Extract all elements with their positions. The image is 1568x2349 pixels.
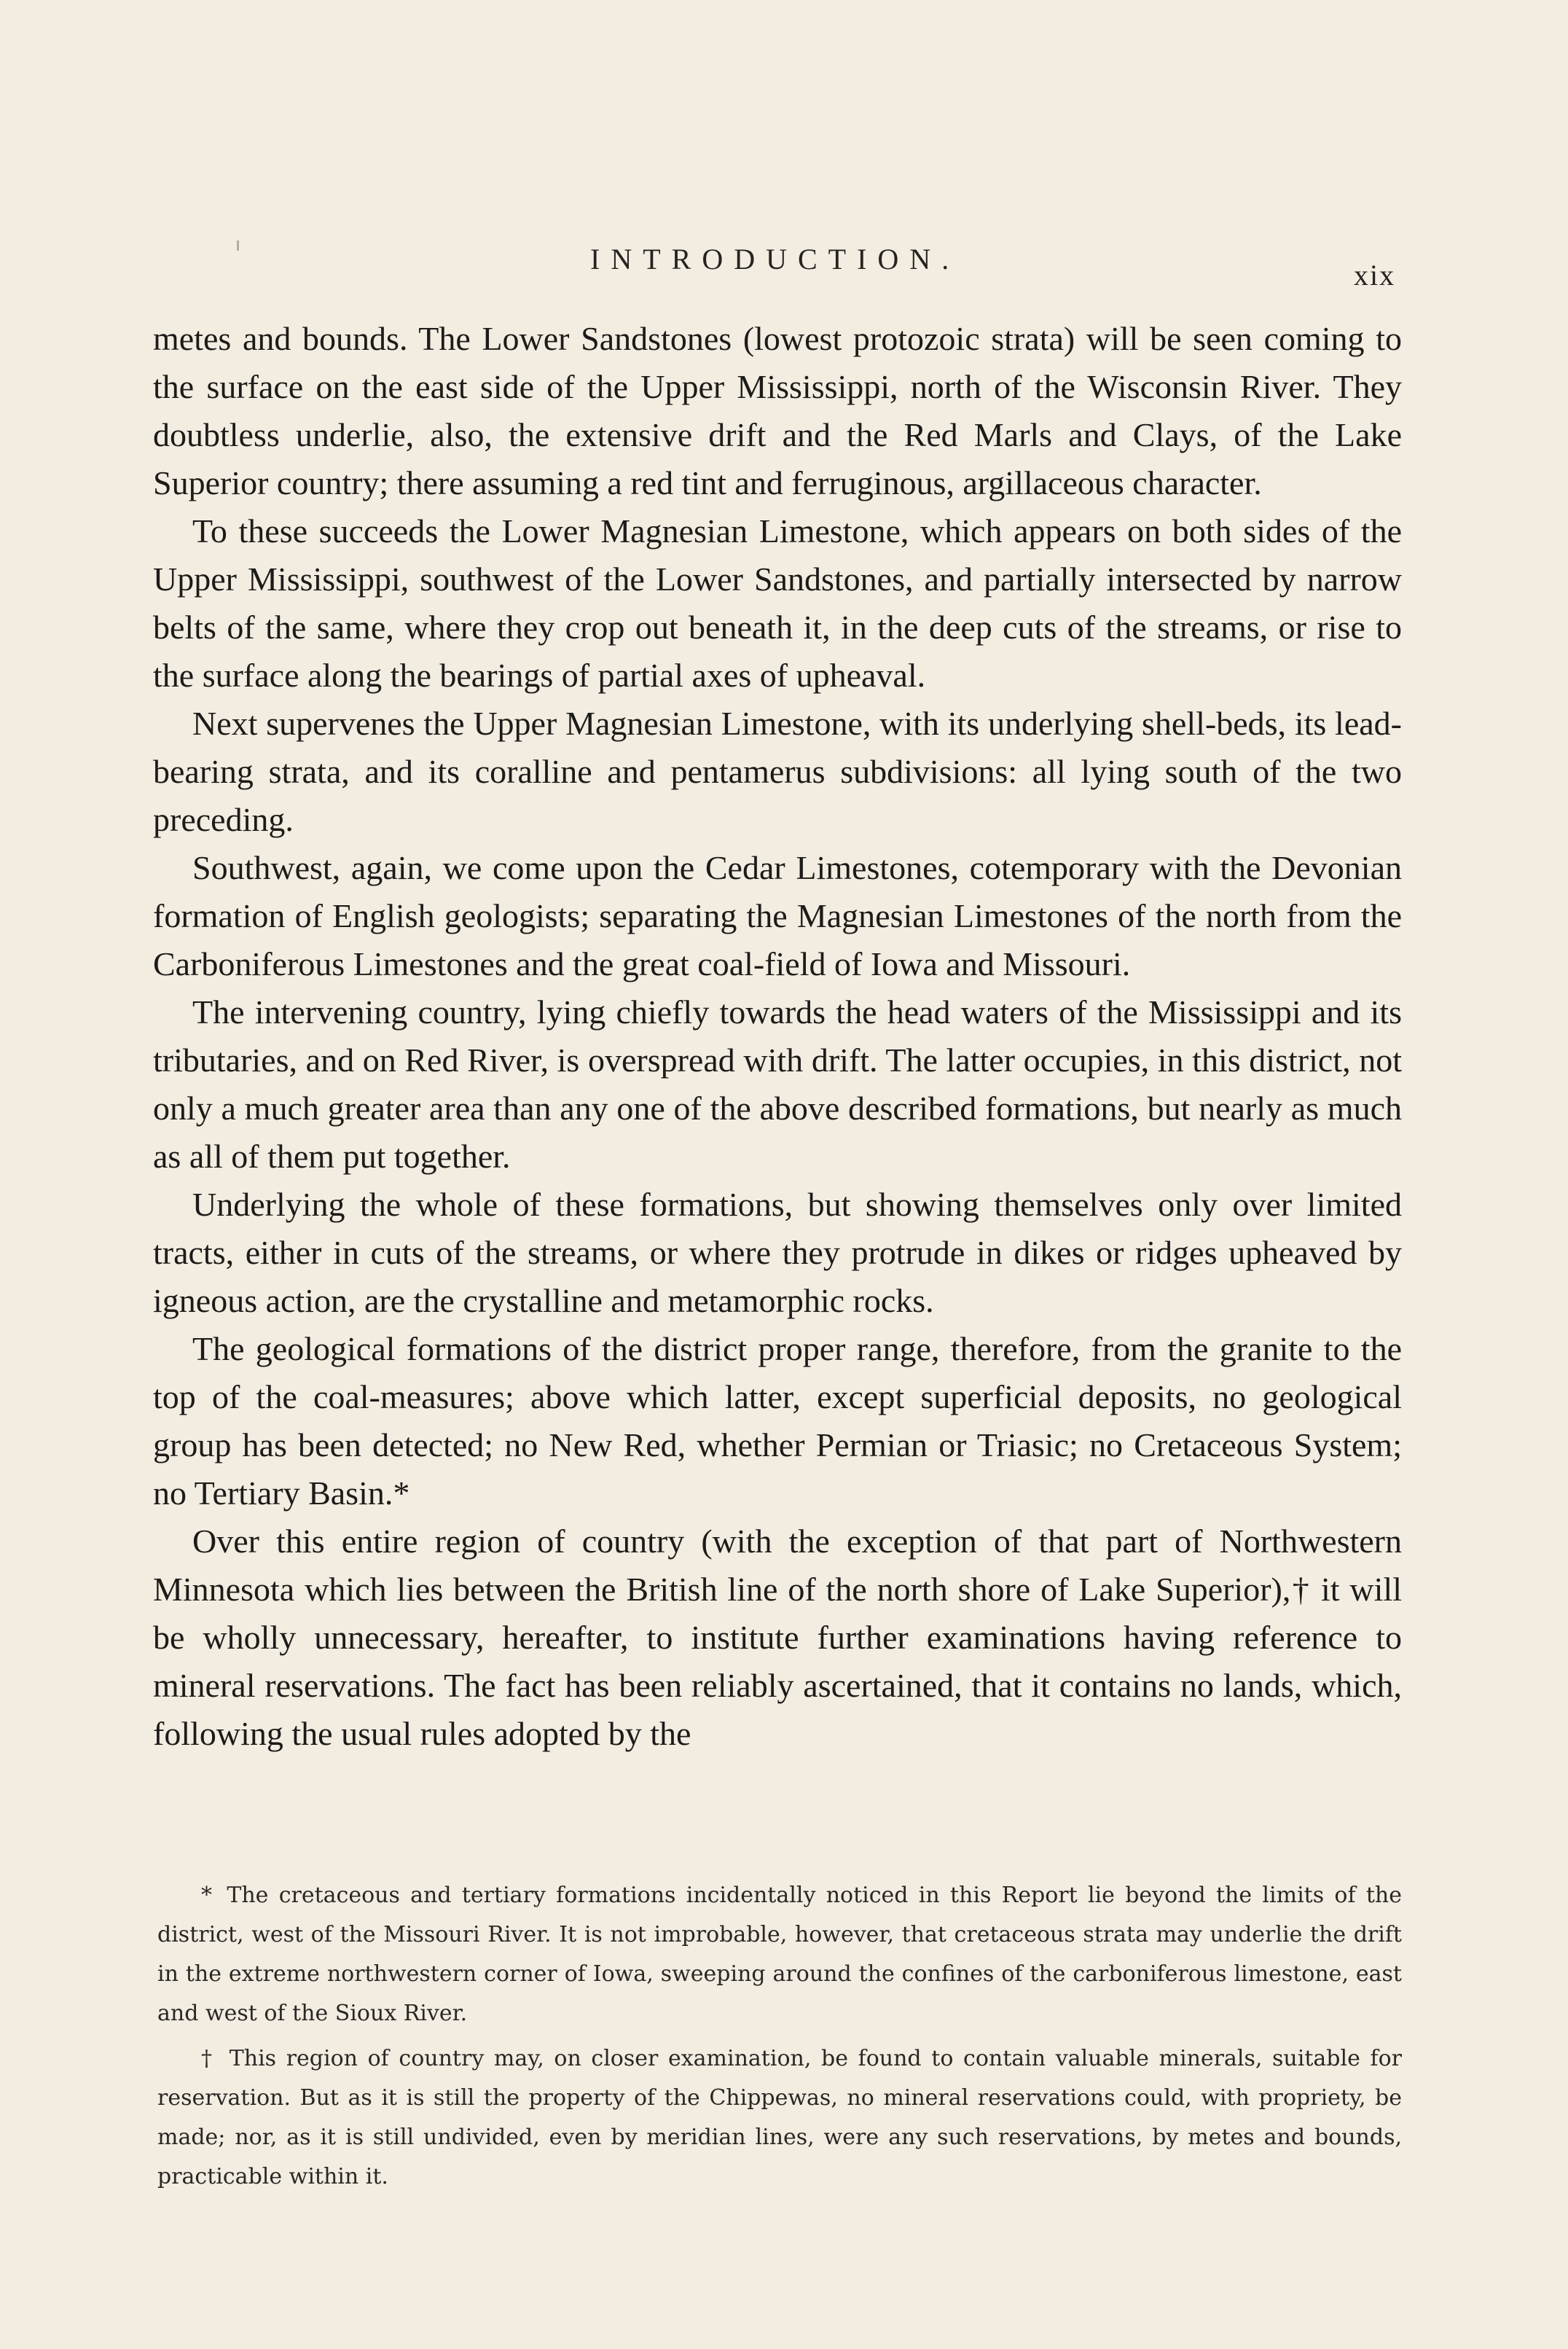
- paragraph: Underlying the whole of these formations, but showing themselves only over limited tracts, either in cuts of the streams, or where they protrude in dikes or ridges upheaved by igneous action, are the crystalline and metamorphic rocks.: [153, 1186, 1402, 1319]
- paragraph: The geological formations of the district proper range, therefore, from the granite to the top of the coal-measures; above which latter, except superficial deposits, no geological group has been detected; no New Red, whether Permian or Triasic; no Cretaceous System; no Tertiary Basin.*: [153, 1330, 1402, 1512]
- footnote-text: The cretaceous and tertiary formations incidentally noticed in this Report lie beyond the limits of the district, west of the Missouri River. It is not improbable, however, that cretaceous strata may underlie the drift in the extreme northwestern corner of Iowa, sweeping around the confines of the carboniferous limestone, east and west of the Sioux River.: [157, 1883, 1403, 2026]
- footnote-marker: †: [201, 2046, 216, 2071]
- paragraph: Southwest, again, we come upon the Cedar Limestones, cotemporary with the Devonian formation of English geologists; separating the Magnesian Limestones of the north from the Carboniferous Limestones and the great coal-field of Iowa and Missouri.: [153, 849, 1402, 982]
- footnotes: [157, 1876, 1402, 2203]
- paragraph: Next supervenes the Upper Magnesian Limestone, with its underlying shell-beds, its lead-bearing strata, and its coralline and pentamerus subdivisions: all lying south of the two preceding.: [153, 705, 1402, 838]
- running-title: INTRODUCTION.: [590, 243, 960, 275]
- running-head: [0, 242, 1568, 292]
- page-number: xix: [1354, 259, 1396, 292]
- paragraph: Over this entire region of country (with the exception of that part of Northwestern Minnesota which lies between the British line of the north shore of Lake Superior),† it will be wholly unnecessary, hereafter, to institute further examinations having reference to mineral reservations. The fact has been reliably ascertained, that it contains no lands, which, following the usual rules adopted by the: [153, 1523, 1402, 1752]
- footnote-text: This region of country may, on closer examination, be found to contain valuable minerals, suitable for reservation. But as it is still the property of the Chippewas, no mineral reservations could, with propriety, be made; nor, as it is still undivided, even by meridian lines, were any such reservations, by metes and bounds, practicable within it.: [157, 2046, 1402, 2189]
- footnote: [157, 1876, 1402, 2033]
- body-text: [153, 315, 1402, 1758]
- paragraph: To these succeeds the Lower Magnesian Limestone, which appears on both sides of the Upper Mississippi, southwest of the Lower Sandstones, and partially intersected by narrow belts of the same, where they crop out beneath it, in the deep cuts of the streams, or rise to the surface along the bearings of partial axes of upheaval.: [153, 512, 1402, 694]
- footnote-marker: *: [201, 1883, 212, 1908]
- paragraph: metes and bounds. The Lower Sandstones (lowest protozoic strata) will be seen coming to the surface on the east side of the Upper Mississippi, north of the Wisconsin River. They doubtless underlie, also, the extensive drift and the Red Marls and Clays, of the Lake Superior country; there assuming a red tint and ferruginous, argillaceous character.: [153, 320, 1402, 501]
- paragraph: The intervening country, lying chiefly towards the head waters of the Mississippi and its tributaries, and on Red River, is overspread with drift. The latter occupies, in this district, not only a much greater area than any one of the above described formations, but nearly as much as all of them put together.: [153, 993, 1402, 1175]
- footnote: [157, 2039, 1402, 2197]
